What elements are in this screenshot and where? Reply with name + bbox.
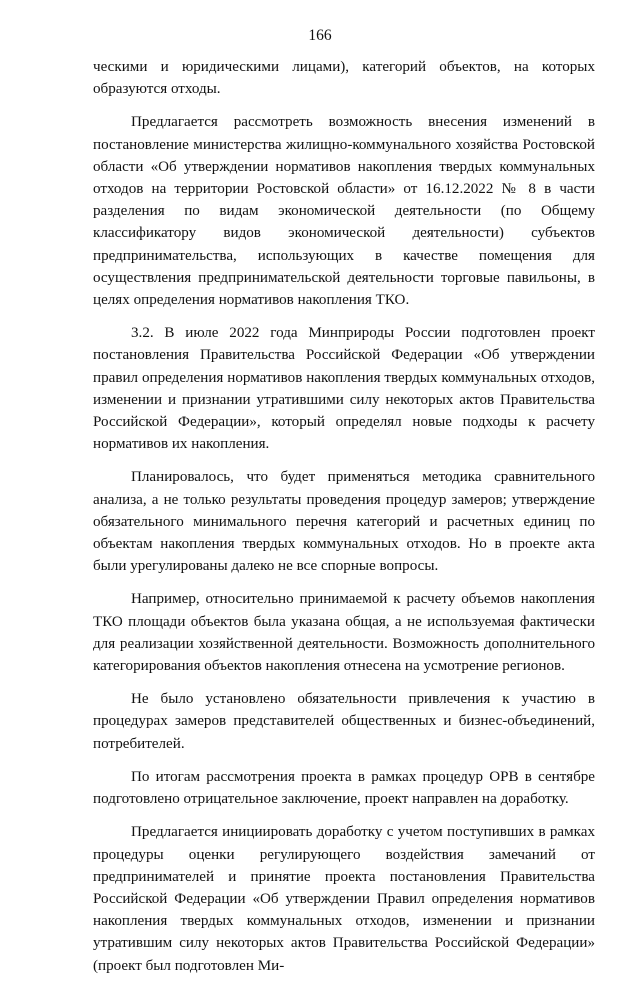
- paragraph-8: Предлагается инициировать доработку с учетом поступивших в рамках процедуры оценки регулирующего воздействия замечаний от предпринимателей и принятие проекта постановления Правительства Российской Федерации «Об утверждении Правил определения нормативов накопления твердых коммунальных отходов, изменении и признании утратившим силу некоторых актов Правительства Российской Федерации» (проект был подготовлен Ми-: [93, 824, 595, 974]
- paragraph-1: ческими и юридическими лицами), категорий объектов, на которых образуются отходы.: [93, 59, 595, 98]
- body-text: [93, 56, 595, 988]
- paragraph-5: Например, относительно принимаемой к расчету объемов накопления ТКО площади объектов была указана общая, а не используемая фактически для реализации хозяйственной деятельности. Возможность дополнительного категорирования объектов накопления отнесена на усмотрение регионов.: [93, 591, 595, 675]
- paragraph-2: Предлагается рассмотреть возможность внесения изменений в постановление министерства жилищно-коммунального хозяйства Ростовской области «Об утверждении нормативов накопления твердых коммунальных отходов на территории Ростовской области» от 16.12.2022 № 8 в части разделения по видам экономической деятельности (по Общему классификатору видов экономической деятельности) субъектов предпринимательства, использующих в качестве помещения для осуществления предпринимательской деятельности торговые павильоны, в целях определения нормативов накопления ТКО.: [93, 114, 595, 309]
- paragraph-7: По итогам рассмотрения проекта в рамках процедур ОРВ в сентябре подготовлено отрицательное заключение, проект направлен на доработку.: [93, 768, 595, 808]
- paragraph-3: 3.2. В июле 2022 года Минприроды России подготовлен проект постановления Правительства Российской Федерации «Об утверждении правил определения нормативов накопления твердых коммунальных отходов, изменении и признании утратившими силу некоторых актов Правительства Российской Федерации», который определял новые подходы к расчету нормативов их накопления.: [93, 325, 595, 453]
- paragraph-6: Не было установлено обязательности привлечения к участию в процедурах замеров представителей общественных и бизнес-объединений, потребителей.: [93, 691, 595, 752]
- paragraph-4: Планировалось, что будет применяться методика сравнительного анализа, а не только результаты проведения процедур замеров; утверждение обязательного минимального перечня категорий и расчетных единиц по объектам накопления твердых коммунальных отходов. Но в проекте акта были урегулированы далеко не все спорные вопросы.: [93, 469, 595, 575]
- page-number: 166: [308, 27, 332, 44]
